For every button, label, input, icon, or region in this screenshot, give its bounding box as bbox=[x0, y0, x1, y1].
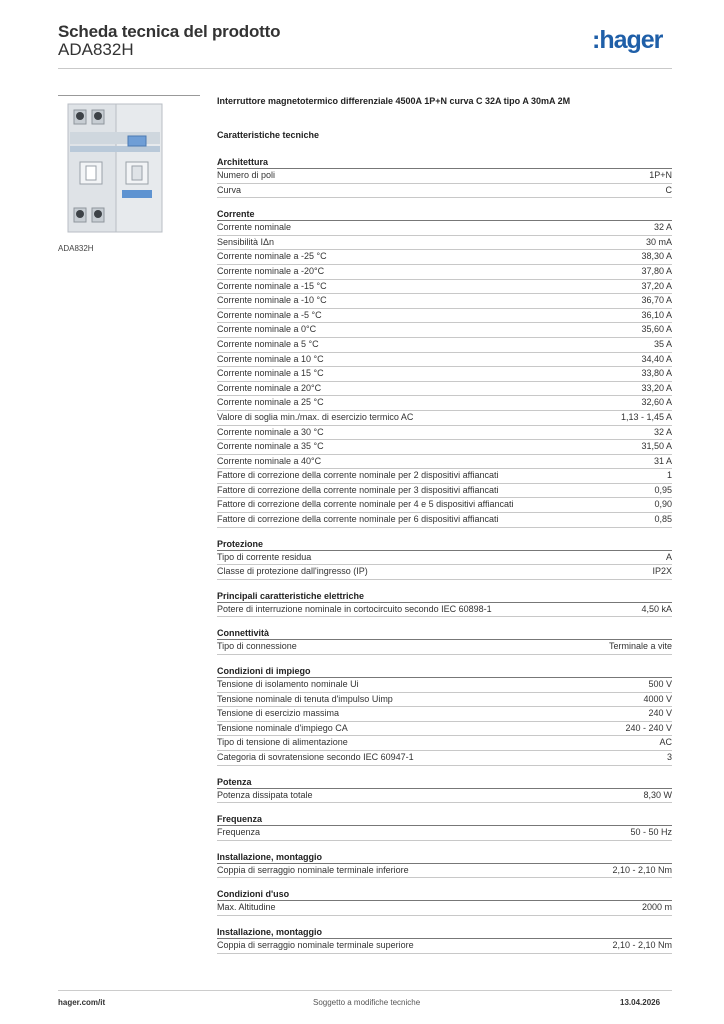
spec-value: A bbox=[665, 551, 672, 562]
product-name: Interruttore magnetotermico differenziale 4500A 1P+N curva C 32A tipo A 30mA 2M bbox=[217, 96, 571, 106]
spec-value: AC bbox=[659, 737, 672, 748]
spec-section bbox=[217, 926, 672, 954]
spec-row bbox=[217, 789, 672, 804]
spec-label: Tensione di isolamento nominale Ui bbox=[217, 679, 359, 690]
spec-row bbox=[217, 426, 672, 441]
section-title: Architettura bbox=[217, 156, 672, 169]
spec-value: 2,10 - 2,10 Nm bbox=[612, 864, 672, 875]
section-title: Installazione, montaggio bbox=[217, 926, 672, 939]
spec-label: Potenza dissipata totale bbox=[217, 789, 313, 800]
section-title: Protezione bbox=[217, 538, 672, 551]
spec-value: 35,60 A bbox=[641, 324, 672, 335]
spec-row bbox=[217, 864, 672, 879]
spec-row bbox=[217, 323, 672, 338]
spec-label: Corrente nominale a -5 °C bbox=[217, 309, 322, 320]
spec-row bbox=[217, 455, 672, 470]
spec-label: Corrente nominale a 10 °C bbox=[217, 353, 324, 364]
spec-label: Corrente nominale a 30 °C bbox=[217, 426, 324, 437]
spec-label: Corrente nominale a -25 °C bbox=[217, 251, 327, 262]
spec-label: Tipo di connessione bbox=[217, 641, 297, 652]
spec-value: 38,30 A bbox=[641, 251, 672, 262]
section-title: Installazione, montaggio bbox=[217, 851, 672, 864]
spec-label: Tensione nominale di tenuta d'impulso Uimp bbox=[217, 693, 393, 704]
spec-row bbox=[217, 382, 672, 397]
spec-row bbox=[217, 411, 672, 426]
spec-label: Sensibilità IΔn bbox=[217, 236, 275, 247]
spec-label: Numero di poli bbox=[217, 170, 276, 180]
spec-label: Max. Altitudine bbox=[217, 902, 276, 913]
spec-label: Corrente nominale a 40°C bbox=[217, 455, 322, 466]
section-title: Potenza bbox=[217, 776, 672, 789]
spec-row bbox=[217, 309, 672, 324]
spec-row bbox=[217, 640, 672, 655]
spec-value: 1 bbox=[666, 470, 672, 481]
spec-label: Coppia di serraggio nominale terminale superiore bbox=[217, 939, 414, 950]
spec-value: 36,70 A bbox=[641, 295, 672, 306]
spec-section bbox=[217, 538, 672, 580]
spec-row bbox=[217, 338, 672, 353]
page-title: Scheda tecnica del prodotto bbox=[58, 22, 281, 41]
spec-row bbox=[217, 826, 672, 841]
spec-row bbox=[217, 551, 672, 566]
spec-value: 4,50 kA bbox=[641, 603, 672, 614]
spec-section bbox=[217, 665, 672, 766]
spec-row bbox=[217, 901, 672, 916]
spec-value: 3 bbox=[666, 752, 672, 762]
spec-row bbox=[217, 513, 672, 528]
spec-value: 31,50 A bbox=[641, 441, 672, 452]
spec-value: 4000 V bbox=[643, 693, 672, 704]
spec-row bbox=[217, 565, 672, 580]
spec-row bbox=[217, 722, 672, 737]
product-image bbox=[58, 95, 200, 239]
spec-value: C bbox=[665, 184, 672, 195]
spec-row bbox=[217, 169, 672, 184]
spec-row bbox=[217, 184, 672, 199]
spec-value: 32 A bbox=[653, 426, 672, 437]
spec-row bbox=[217, 751, 672, 766]
footer-notice: Soggetto a modifiche tecniche bbox=[313, 998, 421, 1007]
spec-label: Fattore di correzione della corrente nominale per 4 e 5 dispositivi affiancati bbox=[217, 499, 514, 510]
spec-label: Corrente nominale a 25 °C bbox=[217, 397, 324, 408]
spec-value: 240 - 240 V bbox=[625, 722, 672, 733]
spec-row bbox=[217, 678, 672, 693]
spec-value: 0,85 bbox=[654, 514, 672, 525]
spec-value: 33,20 A bbox=[641, 382, 672, 393]
image-caption: ADA832H bbox=[58, 244, 94, 253]
spec-label: Tipo di corrente residua bbox=[217, 551, 312, 562]
spec-label: Categoria di sovratensione secondo IEC 60947-1 bbox=[217, 752, 414, 762]
spec-label: Corrente nominale a 15 °C bbox=[217, 368, 324, 379]
spec-label: Corrente nominale a -15 °C bbox=[217, 280, 327, 291]
spec-value: 500 V bbox=[648, 679, 672, 690]
spec-row bbox=[217, 939, 672, 954]
spec-label: Fattore di correzione della corrente nominale per 2 dispositivi affiancati bbox=[217, 470, 499, 481]
circuit-breaker-illustration bbox=[58, 96, 200, 239]
spec-label: Curva bbox=[217, 184, 242, 195]
spec-row bbox=[217, 250, 672, 265]
hager-logo: :hager bbox=[592, 26, 663, 54]
spec-value: 35 A bbox=[653, 338, 672, 349]
spec-label: Corrente nominale a 5 °C bbox=[217, 338, 319, 349]
section-title: Corrente bbox=[217, 208, 672, 221]
spec-label: Corrente nominale a 0°C bbox=[217, 324, 317, 335]
spec-section bbox=[217, 590, 672, 618]
spec-row bbox=[217, 498, 672, 513]
section-title: Principali caratteristiche elettriche bbox=[217, 590, 672, 603]
spec-label: Frequenza bbox=[217, 827, 261, 838]
spec-row bbox=[217, 367, 672, 382]
spec-row bbox=[217, 440, 672, 455]
spec-label: Corrente nominale a 35 °C bbox=[217, 441, 324, 452]
section-title: Frequenza bbox=[217, 813, 672, 826]
spec-value: 1,13 - 1,45 A bbox=[620, 411, 672, 422]
spec-section bbox=[217, 813, 672, 841]
spec-row bbox=[217, 280, 672, 295]
spec-label: Tipo di tensione di alimentazione bbox=[217, 737, 348, 748]
spec-value: 2000 m bbox=[641, 902, 672, 913]
spec-value: 36,10 A bbox=[641, 309, 672, 320]
spec-label: Coppia di serraggio nominale terminale inferiore bbox=[217, 864, 409, 875]
spec-value: IP2X bbox=[652, 566, 672, 577]
spec-value: 2,10 - 2,10 Nm bbox=[612, 939, 672, 950]
spec-row bbox=[217, 484, 672, 499]
section-title: Condizioni di impiego bbox=[217, 665, 672, 678]
spec-row bbox=[217, 294, 672, 309]
spec-value: 0,95 bbox=[654, 484, 672, 495]
spec-value: 1P+N bbox=[649, 170, 672, 180]
spec-value: 32 A bbox=[653, 222, 672, 233]
spec-label: Corrente nominale a -10 °C bbox=[217, 295, 327, 306]
spec-section bbox=[217, 156, 672, 198]
footer-website: hager.com/it bbox=[58, 998, 106, 1007]
spec-value: 37,80 A bbox=[641, 265, 672, 276]
spec-label: Valore di soglia min./max. di esercizio termico AC bbox=[217, 411, 414, 422]
spec-row bbox=[217, 469, 672, 484]
spec-label: Tensione nominale d'impiego CA bbox=[217, 722, 348, 733]
footer-divider bbox=[58, 990, 672, 991]
spec-section bbox=[217, 627, 672, 655]
spec-row bbox=[217, 707, 672, 722]
spec-label: Classe di protezione dall'ingresso (IP) bbox=[217, 566, 368, 577]
spec-value: 50 - 50 Hz bbox=[630, 827, 672, 838]
spec-row bbox=[217, 236, 672, 251]
spec-value: 30 mA bbox=[645, 236, 672, 247]
spec-label: Potere di interruzione nominale in cortocircuito secondo IEC 60898-1 bbox=[217, 603, 492, 614]
spec-label: Fattore di correzione della corrente nominale per 6 dispositivi affiancati bbox=[217, 514, 499, 525]
spec-sections bbox=[217, 156, 672, 954]
section-title: Condizioni d'uso bbox=[217, 888, 672, 901]
spec-row bbox=[217, 265, 672, 280]
spec-section bbox=[217, 776, 672, 804]
spec-row bbox=[217, 221, 672, 236]
spec-section bbox=[217, 208, 672, 527]
spec-value: 240 V bbox=[648, 708, 672, 719]
spec-section bbox=[217, 888, 672, 916]
spec-label: Corrente nominale a -20°C bbox=[217, 265, 325, 276]
section-title: Connettività bbox=[217, 627, 672, 640]
spec-value: 8,30 W bbox=[643, 789, 672, 800]
spec-value: 33,80 A bbox=[641, 368, 672, 379]
spec-label: Fattore di correzione della corrente nominale per 3 dispositivi affiancati bbox=[217, 484, 499, 495]
tech-heading: Caratteristiche tecniche bbox=[217, 130, 320, 140]
spec-column bbox=[217, 96, 672, 954]
spec-label: Corrente nominale a 20°C bbox=[217, 382, 322, 393]
spec-label: Corrente nominale bbox=[217, 222, 292, 233]
spec-value: 37,20 A bbox=[641, 280, 672, 291]
spec-value: Terminale a vite bbox=[608, 641, 672, 652]
spec-row bbox=[217, 736, 672, 751]
spec-value: 31 A bbox=[653, 455, 672, 466]
spec-row bbox=[217, 396, 672, 411]
spec-row bbox=[217, 693, 672, 708]
spec-label: Tensione di esercizio massima bbox=[217, 708, 340, 719]
spec-section bbox=[217, 851, 672, 879]
spec-value: 34,40 A bbox=[641, 353, 672, 364]
spec-row bbox=[217, 353, 672, 368]
footer-date: 13.04.2026 bbox=[620, 998, 661, 1007]
spec-value: 0,90 bbox=[654, 499, 672, 510]
product-code: ADA832H bbox=[58, 40, 134, 59]
spec-value: 32,60 A bbox=[641, 397, 672, 408]
header-divider bbox=[58, 68, 672, 69]
spec-row bbox=[217, 603, 672, 618]
